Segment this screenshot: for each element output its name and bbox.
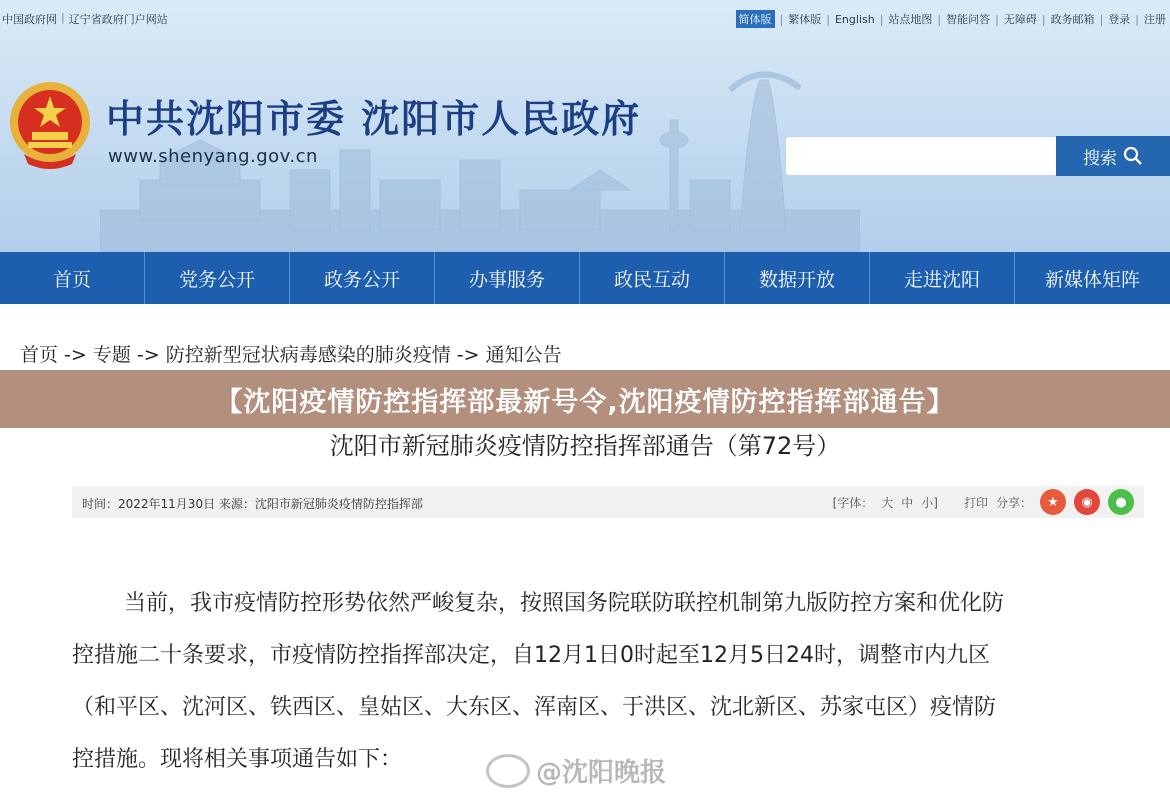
main-nav [0,252,1170,304]
site-title: 中共沈阳市委 沈阳市人民政府 [106,97,642,141]
article-tools [833,489,1134,515]
link-sitemap[interactable]: 站点地图 [888,13,933,26]
share-wechat-icon[interactable]: ● [1108,489,1134,515]
search-button[interactable] [1056,136,1170,176]
link-login[interactable]: 登录 [1108,13,1131,26]
font-size-medium[interactable]: 中 [901,495,914,510]
nav-services[interactable]: 办事服务 [435,252,580,304]
article-line: 控措施。现将相关事项通告如下： [72,747,403,772]
article-date-source: 时间：2022年11月30日 来源：沈阳市新冠肺炎疫情防控指挥部 [82,497,423,511]
link-register[interactable]: 注册 [1144,13,1166,26]
national-emblem-icon [6,78,94,170]
nav-about-shenyang[interactable]: 走进沈阳 [870,252,1015,304]
nav-open-data[interactable]: 数据开放 [725,252,870,304]
share-label: 分享： [995,495,1032,510]
divider: | [1135,12,1139,26]
spacer [0,304,1170,322]
nav-interaction[interactable]: 政民互动 [580,252,725,304]
site-url: www.shenyang.gov.cn [108,146,318,167]
divider: | [779,12,784,26]
nav-home[interactable]: 首页 [0,252,145,304]
link-gov-mail[interactable]: 政务邮箱 [1050,13,1095,26]
weibo-logo-icon [486,754,530,788]
link-liaoning-portal[interactable]: 辽宁省政府门户网站 [68,13,168,26]
divider: | [879,12,884,26]
article-line: （和平区、沈河区、铁西区、皇姑区、大东区、浑南区、于洪区、沈北新区、苏家屯区）疫情防 [72,695,997,720]
topbar-right-links [736,10,1166,28]
nav-gov-affairs[interactable]: 政务公开 [290,252,435,304]
watermark-text: @沈阳晚报 [536,758,667,788]
article-title: 沈阳市新冠肺炎疫情防控指挥部通告（第72号） [329,432,841,460]
link-english[interactable]: English [834,12,875,26]
search-button-label: 搜索 [1083,148,1117,169]
headline-banner-text: 【沈阳疫情防控指挥部最新号令,沈阳疫情防控指挥部通告】 [215,386,955,418]
site-header [0,0,1170,252]
divider: | [826,12,830,26]
share-weibo-icon[interactable]: ◉ [1074,489,1100,515]
article-line: 控措施二十条要求，市疫情防控指挥部决定，自12月1日0时起至12月5日24时，调整市内九区 [72,643,990,668]
nav-new-media[interactable]: 新媒体矩阵 [1044,268,1140,291]
link-traditional[interactable]: 繁体版 [788,13,822,26]
divider: | [937,12,942,26]
search-input[interactable] [785,136,1057,176]
divider: | [61,11,65,24]
headline-banner [0,370,1170,428]
article-line: 当前，我市疫情防控形势依然严峻复杂，按照国务院联防联控机制第九版防控方案和优化防 [124,591,1005,616]
divider: | [995,12,999,26]
search-icon [1123,146,1143,166]
print-link[interactable]: 打印 [963,495,988,510]
font-size-large[interactable]: 大 [881,495,894,510]
font-size-label: [字体： [832,495,874,510]
nav-party-affairs[interactable]: 党务公开 [145,252,290,304]
topbar-left-links [2,11,168,27]
watermark [486,752,666,789]
font-size-small[interactable]: 小] [921,495,938,510]
breadcrumb[interactable]: 首页 -> 专题 -> 防控新型冠状病毒感染的肺炎疫情 -> 通知公告 [20,344,562,366]
divider: | [1099,12,1104,26]
link-simplified[interactable]: 简体版 [736,10,775,28]
divider: | [1041,12,1046,26]
article-meta-bar [72,486,1144,518]
link-gov-cn[interactable]: 中国政府网 [2,13,57,26]
link-accessibility[interactable]: 无障碍 [1003,13,1037,26]
top-bar [0,0,1170,34]
link-smart-qa[interactable]: 智能问答 [946,13,991,26]
share-favorite-icon[interactable]: ★ [1040,489,1066,515]
